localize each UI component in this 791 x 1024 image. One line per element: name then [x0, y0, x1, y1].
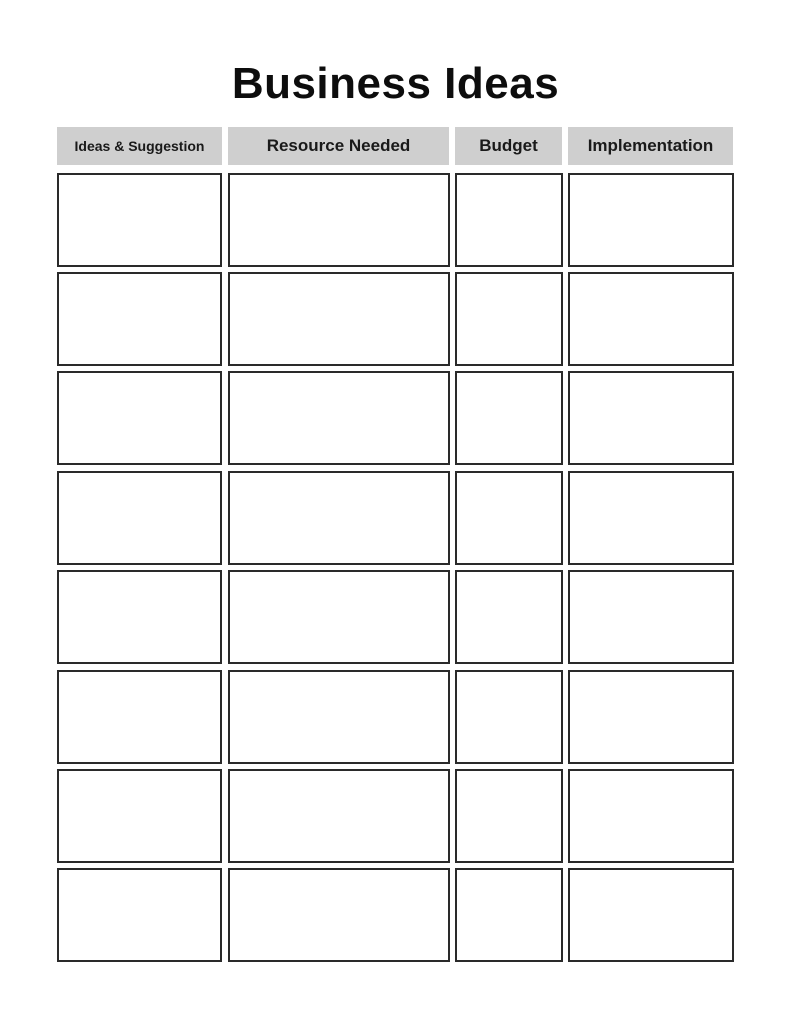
header-ideas-suggestion: Ideas & Suggestion — [57, 127, 222, 165]
table-cell-resource[interactable] — [228, 670, 450, 764]
table-cell-resource[interactable] — [228, 570, 450, 664]
table-cell-resource[interactable] — [228, 471, 450, 565]
table-cell-resource[interactable] — [228, 371, 450, 465]
table-cell-implementation[interactable] — [568, 769, 734, 863]
table-cell-implementation[interactable] — [568, 471, 734, 565]
table-cell-implementation[interactable] — [568, 868, 734, 962]
table-cell-ideas[interactable] — [57, 868, 222, 962]
table-cell-budget[interactable] — [455, 471, 563, 565]
table-cell-resource[interactable] — [228, 173, 450, 267]
table-cell-ideas[interactable] — [57, 471, 222, 565]
table-cell-ideas[interactable] — [57, 371, 222, 465]
table-cell-ideas[interactable] — [57, 173, 222, 267]
table-cell-implementation[interactable] — [568, 371, 734, 465]
table-cell-resource[interactable] — [228, 272, 450, 366]
table-cell-ideas[interactable] — [57, 272, 222, 366]
page-title: Business Ideas — [231, 59, 560, 108]
table-cell-budget[interactable] — [455, 769, 563, 863]
table-cell-ideas[interactable] — [57, 670, 222, 764]
table-cell-budget[interactable] — [455, 670, 563, 764]
header-implementation: Implementation — [568, 127, 733, 165]
table-cell-budget[interactable] — [455, 868, 563, 962]
table-cell-ideas[interactable] — [57, 769, 222, 863]
header-resource-needed: Resource Needed — [228, 127, 449, 165]
table-cell-implementation[interactable] — [568, 173, 734, 267]
table-cell-resource[interactable] — [228, 868, 450, 962]
table-cell-budget[interactable] — [455, 272, 563, 366]
table-cell-implementation[interactable] — [568, 272, 734, 366]
table-cell-ideas[interactable] — [57, 570, 222, 664]
table-cell-budget[interactable] — [455, 371, 563, 465]
header-budget: Budget — [455, 127, 562, 165]
table-cell-resource[interactable] — [228, 769, 450, 863]
table-cell-budget[interactable] — [455, 570, 563, 664]
table-cell-implementation[interactable] — [568, 570, 734, 664]
table-cell-budget[interactable] — [455, 173, 563, 267]
table-cell-implementation[interactable] — [568, 670, 734, 764]
